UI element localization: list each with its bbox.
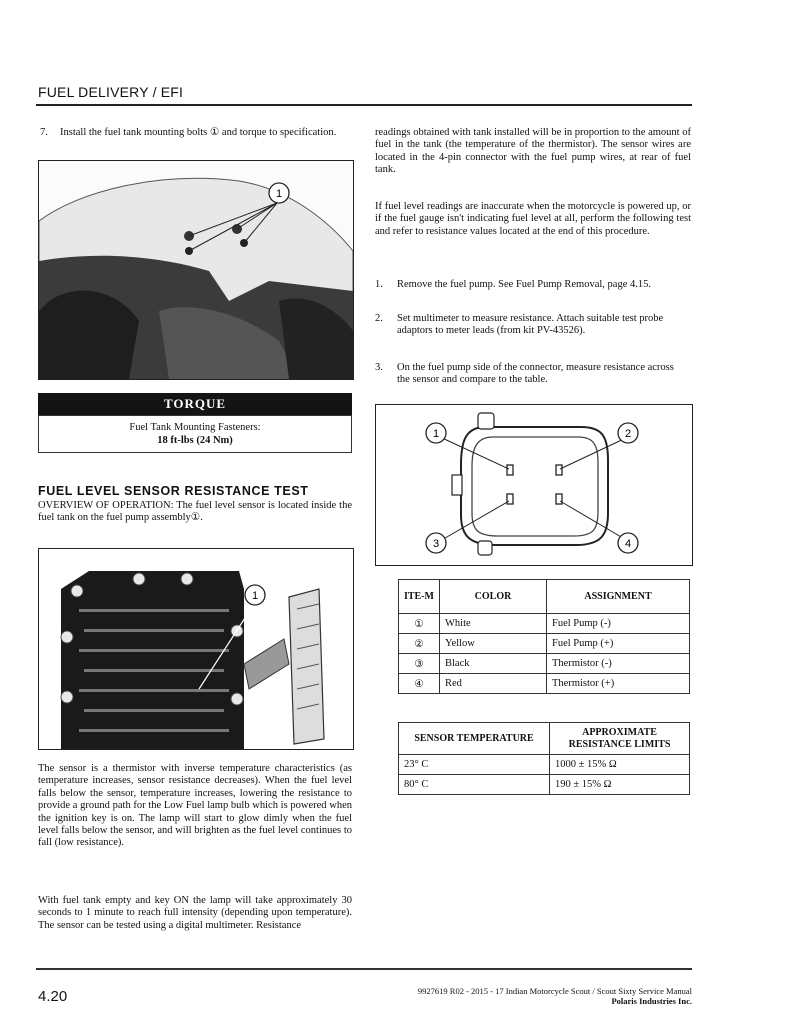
- step-3: [375, 362, 691, 387]
- resistance-cell: 1000 ± 15% Ω: [550, 755, 690, 775]
- footer-rule: [36, 968, 692, 970]
- footer-citation: [418, 986, 692, 1006]
- step-number: 1.: [375, 279, 383, 290]
- connector-illustration: [376, 405, 692, 565]
- step-2: [375, 313, 691, 338]
- fuel-tank-bolts-figure: [38, 160, 354, 380]
- fuel-pump-figure: [38, 548, 354, 750]
- sensor-paragraph: The sensor is a thermistor with inverse temperature characteristics (as temperature increases, sensor resistance decreases). When the fuel level falls below the sensor, temperature increases, lowering the resistance to provide a ground path for the Low Fuel lamp bulb which is powered when the ignition key is on. The lamp will start to glow dimly when the fuel level falls below the sensor, and will brighten as the fuel level continues to fall (low resistance).: [38, 763, 352, 849]
- torque-line1: Fuel Tank Mounting Fasteners:: [129, 422, 261, 433]
- fuel-pump-illustration: [39, 549, 353, 749]
- step-number: 2.: [375, 313, 383, 324]
- callout-pin-2-label: 2: [624, 428, 632, 440]
- page-number: 4.20: [38, 988, 68, 1005]
- column-header: APPROXIMATE RESISTANCE LIMITS: [550, 723, 690, 755]
- step-1: [375, 279, 691, 291]
- fuel-empty-paragraph: With fuel tank empty and key ON the lamp will take approximately 30 seconds to 1 minute to reach full intensity (depending upon temperature). The sensor can be tested using a digital multimeter. Resistance: [38, 895, 352, 931]
- step-number: 3.: [375, 362, 383, 373]
- item-cell: ④: [399, 674, 440, 694]
- callout-pin-3-label: 3: [432, 538, 440, 550]
- connector-figure: [375, 404, 693, 566]
- resistance-cell: 190 ± 15% Ω: [550, 775, 690, 795]
- callout-1-label: 1: [275, 188, 283, 200]
- table-header-row: [399, 580, 690, 614]
- torque-line2: 18 ft-lbs (24 Nm): [157, 435, 233, 446]
- torque-box: [38, 393, 352, 453]
- inaccurate-paragraph: If fuel level readings are inaccurate when the motorcycle is powered up, or if the fuel gauge isn't indicating fuel level at all, perform the following test and refer to resistance values located at the end of this procedure.: [375, 201, 691, 237]
- step-text: Remove the fuel pump. See Fuel Pump Removal, page 4.15.: [397, 279, 651, 290]
- assignment-cell: Fuel Pump (-): [547, 614, 690, 634]
- step-text: Set multimeter to measure resistance. Attach suitable test probe adaptors to meter leads (from kit PV-43526).: [397, 313, 664, 337]
- footer-publisher: Polaris Industries Inc.: [611, 996, 692, 1006]
- assignment-cell: Thermistor (-): [547, 654, 690, 674]
- color-cell: White: [440, 614, 547, 634]
- section-header: FUEL DELIVERY / EFI: [38, 84, 184, 100]
- resistance-table: [398, 722, 690, 795]
- torque-body: [38, 415, 352, 453]
- overview-paragraph: OVERVIEW OF OPERATION: The fuel level sensor is located inside the fuel tank on the fuel pump assembly①.: [38, 500, 352, 524]
- fuel-tank-illustration: [39, 161, 353, 379]
- color-cell: Black: [440, 654, 547, 674]
- readings-paragraph: readings obtained with tank installed will be in proportion to the amount of fuel in the tank (the temperature of the thermistor). The sensor wires are located in the 4-pin connector with the fuel pump wires, at rear of fuel tank.: [375, 127, 691, 176]
- pin-assignment-table: [398, 579, 690, 694]
- footer-manual-title: 9927619 R02 - 2015 - 17 Indian Motorcycle Scout / Scout Sixty Service Manual: [417, 986, 692, 996]
- column-header: ITE-M: [399, 580, 440, 614]
- item-cell: ③: [399, 654, 440, 674]
- step-number: 7.: [40, 127, 48, 138]
- temperature-cell: 23° C: [399, 755, 550, 775]
- callout-pin-1-label: 1: [432, 428, 440, 440]
- table-row: [399, 634, 690, 654]
- callout-fuel-pump-label: 1: [251, 590, 259, 602]
- header-rule: [36, 104, 692, 106]
- table-header-row: [399, 723, 690, 755]
- step-7: [40, 127, 352, 139]
- table-row: [399, 614, 690, 634]
- callout-pin-4-label: 4: [624, 538, 632, 550]
- section-title: FUEL LEVEL SENSOR RESISTANCE TEST: [38, 484, 309, 498]
- temperature-cell: 80° C: [399, 775, 550, 795]
- column-header: COLOR: [440, 580, 547, 614]
- item-cell: ①: [399, 614, 440, 634]
- assignment-cell: Fuel Pump (+): [547, 634, 690, 654]
- table-row: [399, 775, 690, 795]
- column-header: SENSOR TEMPERATURE: [399, 723, 550, 755]
- color-cell: Yellow: [440, 634, 547, 654]
- table-row: [399, 674, 690, 694]
- assignment-cell: Thermistor (+): [547, 674, 690, 694]
- table-row: [399, 654, 690, 674]
- step-text: On the fuel pump side of the connector, measure resistance across the sensor and compare to the table.: [397, 362, 674, 386]
- step-text: Install the fuel tank mounting bolts ① and torque to specification.: [60, 127, 337, 138]
- item-cell: ②: [399, 634, 440, 654]
- column-header: ASSIGNMENT: [547, 580, 690, 614]
- table-row: [399, 755, 690, 775]
- torque-title: TORQUE: [38, 393, 352, 415]
- color-cell: Red: [440, 674, 547, 694]
